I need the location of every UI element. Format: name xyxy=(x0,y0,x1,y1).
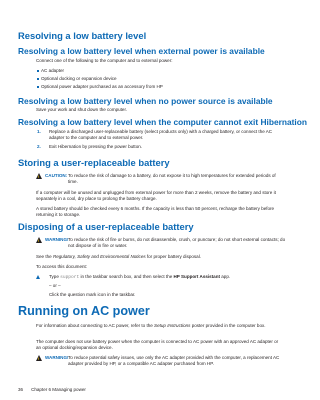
access-text: To access this document: xyxy=(36,264,88,269)
app-name: HP Support Assistant xyxy=(173,274,221,279)
list-item: Optional power adapter purchased as an accessory from HP xyxy=(41,84,163,89)
search-term: support xyxy=(60,275,80,280)
warning-callout xyxy=(36,237,286,250)
caution-text: To reduce the risk of damage to a battery, do not expose it to high temperatures for extended periods of time. xyxy=(68,173,276,185)
heading-disposing-battery: Disposing of a user-replaceable battery xyxy=(18,221,194,232)
bullet-icon xyxy=(37,70,39,72)
warning-label: WARNING! xyxy=(45,237,69,242)
warning-icon xyxy=(36,355,42,361)
heading-storing-battery: Storing a user-replaceable battery xyxy=(18,157,170,168)
caution-icon xyxy=(36,173,42,179)
step-text: Replace a discharged user-replaceable battery (select products only) with a charged battery, or connect the AC adapter to the computer and to external power. xyxy=(49,129,273,141)
caution-label: CAUTION: xyxy=(45,173,68,178)
or-separator: – or – xyxy=(49,283,61,288)
heading-hibernation: Resolving a low battery level when the computer cannot exit Hibernation xyxy=(18,117,307,127)
heading-no-power: Resolving a low battery level when no power source is available xyxy=(18,96,273,106)
heading-resolving-low-battery: Resolving a low battery level xyxy=(18,30,147,41)
triangle-bullet-icon xyxy=(36,275,40,279)
no-power-text: Save your work and shut down the computer. xyxy=(36,107,127,112)
notices-title: Regulatory, Safety and Environmental Notices xyxy=(52,254,146,259)
step-text: Exit Hibernation by pressing the power button. xyxy=(49,144,143,149)
page-footer xyxy=(18,387,86,393)
external-intro: Connect one of the following to the computer and to external power: xyxy=(36,58,173,63)
list-item: Optional docking or expansion device xyxy=(41,76,117,81)
warning-label: WARNING! xyxy=(45,355,69,360)
warning-text: To reduce potential safety issues, use only the AC adapter provided with the computer, a replacement AC adapter provided by HP, or a compatible AC adapter purchased from HP. xyxy=(68,355,280,367)
page-number: 36 xyxy=(18,387,24,392)
chapter-label: Chapter 6 Managing power xyxy=(31,387,86,392)
see-notices-text: See the Regulatory, Safety and Environmental Notices for proper battery disposal. xyxy=(36,254,201,259)
list-item: AC adapter xyxy=(41,68,65,73)
heading-running-ac-power: Running on AC power xyxy=(18,304,150,318)
storing-paragraph-1: If a computer will be unused and unplugged from external power for more than 2 weeks, remove the battery and store it separately in a cool, dry place to prolong the battery charge. xyxy=(36,190,276,202)
step-number: 2. xyxy=(37,144,41,149)
heading-external-power: Resolving a low battery level when external power is available xyxy=(18,46,265,56)
step-number: 1. xyxy=(37,129,41,134)
warning-callout-ac xyxy=(36,355,286,368)
setup-instructions-title: Setup Instructions xyxy=(154,323,191,328)
access-instruction: Type support in the taskbar search box, and then select the HP Support Assistant app. xyxy=(49,274,231,280)
warning-icon xyxy=(36,237,42,243)
warning-text: To reduce the risk of fire or burns, do not disassemble, crush, or puncture; do not short external contacts; do not dispose of in fire or water. xyxy=(68,237,286,249)
storing-paragraph-2: A stored battery should be checked every 6 months. If the capacity is less than 50 percent, recharge the battery before returning it to storage. xyxy=(36,206,275,218)
ac-paragraph-2: The computer does not use battery power when the computer is connected to AC power with an approved AC adapter or an optional docking/expansion device. xyxy=(36,339,279,351)
bullet-icon xyxy=(37,86,39,88)
caution-callout xyxy=(36,173,286,186)
ac-paragraph-1: For information about connecting to AC power, refer to the Setup Instructions poster provided in the computer box. xyxy=(36,323,266,328)
question-mark-instruction: Click the question mark icon in the taskbar. xyxy=(49,292,136,297)
bullet-icon xyxy=(37,78,39,80)
